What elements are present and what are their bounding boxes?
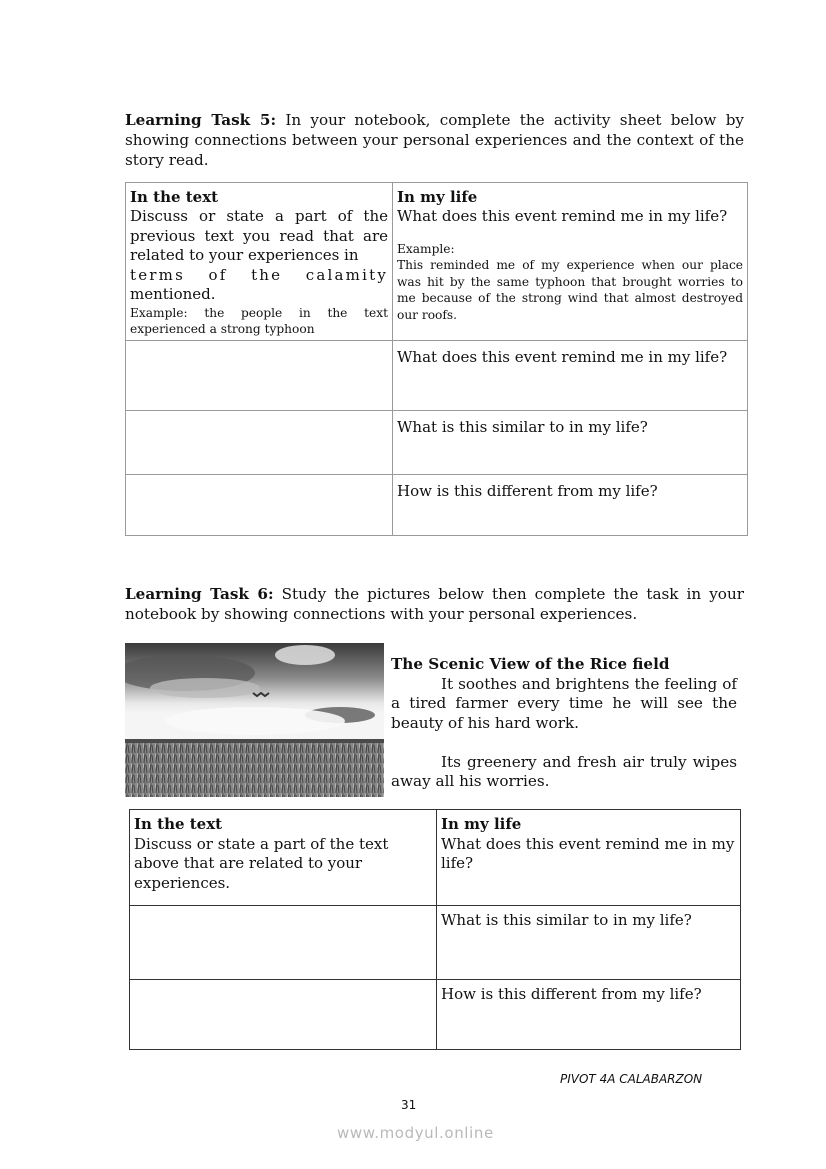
in-the-text-instruction [130,207,388,305]
task6-label: Learning Task 6: [125,585,274,603]
passage-paragraph: It soothes and brightens the feeling of a tired farmer every time he will see the beauty of his hard work. [391,674,737,732]
column-header-in-my-life: In my life [441,815,522,833]
column-header-in-the-text: In the text [134,815,223,833]
prompt-cell: What is this similar to in my life? [393,410,748,474]
prompt-cell: How is this different from my life? [393,474,748,535]
answer-cell [130,980,437,1050]
page-number: 31 [401,1098,417,1112]
in-my-life-question: What does this event remind me in my life? [441,834,735,872]
prompt-cell: How is this different from my life? [437,980,741,1050]
task5-instruction-text: In your notebook, complete the activity sheet below by showing connections between your personal experiences and the context of the story read. [125,111,744,169]
task6-activity-table [129,809,741,1050]
in-the-text-instruction: Discuss or state a part of the text above that are related to your experiences. [134,834,389,892]
rice-field-photo-icon [125,643,384,797]
answer-cell [130,906,437,980]
rice-field-photo [125,643,384,797]
answer-cell [126,340,393,410]
footer-brand: PIVOT 4A CALABARZON [560,1072,703,1086]
watermark-link[interactable]: www.modyul.online [337,1124,494,1142]
task6-instruction-text: Study the pictures below then complete the task in your notebook by showing connections with your personal experiences. [125,585,744,623]
task5-instruction [125,110,744,170]
table-row [126,474,748,535]
in-my-life-example: This reminded me of my experience when our place was hit by the same typhoon that brought worries to me because of the strong wind that almost destroyed our roofs. [397,258,743,322]
table-row [130,906,741,980]
table-row [126,183,748,341]
task6-in-the-text-cell [130,810,437,906]
task5-in-the-text-cell [126,183,393,341]
in-my-life-question: What does this event remind me in my life? [397,207,728,225]
table-row [130,810,741,906]
task5-label: Learning Task 5: [125,111,277,129]
in-the-text-instruction-c: mentioned. [130,285,216,303]
in-the-text-example: Example: the people in the text experienced a strong typhoon [130,305,388,336]
prompt-cell: What is this similar to in my life? [437,906,741,980]
column-header-in-the-text: In the text [130,188,219,206]
task5-activity-table [125,182,748,536]
in-my-life-example-label: Example: [397,241,455,256]
table-row [126,410,748,474]
task6-in-my-life-cell [437,810,741,906]
passage-paragraph: Its greenery and fresh air truly wipes away all his worries. [391,752,737,790]
answer-cell [126,474,393,535]
table-row [130,980,741,1050]
in-the-text-instruction-a: Discuss or state a part of the previous text you read that are related to your experiences in [130,207,388,264]
prompt-cell: What does this event remind me in my life? [393,340,748,410]
task5-in-my-life-cell [393,183,748,341]
in-the-text-instruction-b: terms of the calamity [130,265,388,284]
answer-cell [126,410,393,474]
column-header-in-my-life: In my life [397,188,478,206]
task6-instruction [125,584,744,624]
passage-title: The Scenic View of the Rice field [391,655,670,673]
rice-field-passage [391,655,737,792]
table-row [126,340,748,410]
